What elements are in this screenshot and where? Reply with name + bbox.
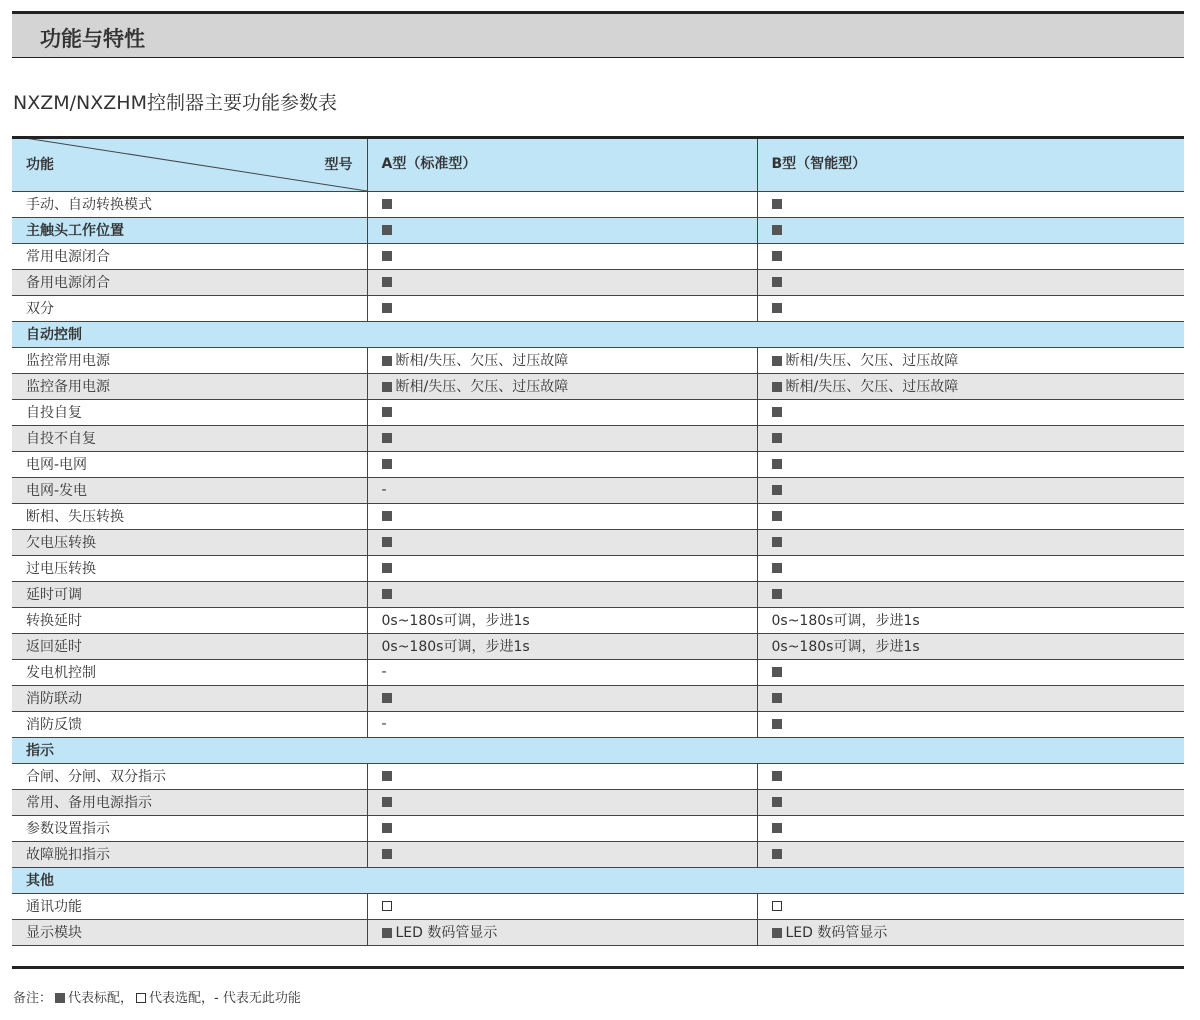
diagonal-header-cell	[12, 136, 367, 191]
row-label: 自投不自复	[12, 425, 367, 451]
cell-model-b	[757, 581, 1184, 607]
standard-mark-icon	[382, 356, 392, 366]
table-row	[12, 503, 1184, 529]
table-row	[12, 633, 1184, 659]
cell-model-b	[757, 399, 1184, 425]
row-label: 返回延时	[12, 633, 367, 659]
cell-model-a	[367, 503, 757, 529]
cell-text: LED 数码管显示	[395, 925, 498, 941]
table-row	[12, 451, 1184, 477]
standard-mark-icon	[772, 485, 782, 495]
row-label: 显示模块	[12, 919, 367, 945]
row-label: 监控常用电源	[12, 347, 367, 373]
column-header-b: B型（智能型）	[757, 136, 1184, 191]
row-label: 消防联动	[12, 685, 367, 711]
row-label: 主触头工作位置	[12, 217, 367, 243]
standard-mark-icon	[382, 693, 392, 703]
cell-model-a	[367, 477, 757, 503]
standard-mark-icon	[772, 823, 782, 833]
cell-model-b	[757, 217, 1184, 243]
cell-model-b	[757, 633, 1184, 659]
cell-model-b	[757, 763, 1184, 789]
cell-model-a	[367, 347, 757, 373]
optional-mark-icon	[382, 901, 392, 911]
standard-mark-icon	[772, 199, 782, 209]
cell-model-a	[367, 685, 757, 711]
standard-mark-icon	[772, 225, 782, 235]
cell-text: 0s~180s可调，步进1s	[381, 639, 530, 655]
row-label: 转换延时	[12, 607, 367, 633]
row-label: 常用电源闭合	[12, 243, 367, 269]
section-title: 功能与特性	[40, 27, 145, 51]
cell-model-a	[367, 295, 757, 321]
table-row	[12, 425, 1184, 451]
cell-model-b	[757, 451, 1184, 477]
cell-model-a	[367, 789, 757, 815]
cell-model-b	[757, 893, 1184, 919]
row-label: 自动控制	[12, 321, 1184, 347]
optional-mark-icon	[136, 993, 146, 1003]
standard-mark-icon	[382, 277, 392, 287]
row-label: 消防反馈	[12, 711, 367, 737]
table-row	[12, 789, 1184, 815]
cell-model-b	[757, 347, 1184, 373]
standard-mark-icon	[382, 459, 392, 469]
cell-model-b	[757, 815, 1184, 841]
cell-model-b	[757, 555, 1184, 581]
cell-text: 0s~180s可调，步进1s	[771, 639, 920, 655]
table-row	[12, 685, 1184, 711]
row-label: 电网-电网	[12, 451, 367, 477]
column-header-a: A型（标准型）	[367, 136, 757, 191]
cell-text: 0s~180s可调，步进1s	[381, 613, 530, 629]
table-row	[12, 529, 1184, 555]
cell-model-a	[367, 217, 757, 243]
table-row	[12, 711, 1184, 737]
cell-model-b	[757, 607, 1184, 633]
table-row	[12, 581, 1184, 607]
footnote-optional: 代表选配，	[149, 991, 215, 1006]
standard-mark-icon	[772, 537, 782, 547]
standard-mark-icon	[772, 563, 782, 573]
model-header-label: 型号	[324, 157, 353, 173]
standard-mark-icon	[772, 797, 782, 807]
standard-mark-icon	[382, 225, 392, 235]
row-label: 监控备用电源	[12, 373, 367, 399]
cell-model-b	[757, 685, 1184, 711]
table-row	[12, 347, 1184, 373]
diagonal-line	[12, 136, 367, 191]
standard-mark-icon	[382, 589, 392, 599]
row-label: 参数设置指示	[12, 815, 367, 841]
cell-text: -	[381, 482, 387, 498]
cell-text: -	[381, 664, 387, 680]
table-row	[12, 815, 1184, 841]
standard-mark-icon	[772, 251, 782, 261]
standard-mark-icon	[382, 199, 392, 209]
cell-model-a	[367, 269, 757, 295]
cell-model-b	[757, 295, 1184, 321]
standard-mark-icon	[772, 693, 782, 703]
table-row	[12, 373, 1184, 399]
row-label: 手动、自动转换模式	[12, 191, 367, 217]
table-row	[12, 269, 1184, 295]
table-row	[12, 555, 1184, 581]
footnote-none: - 代表无此功能	[214, 991, 301, 1006]
table-row	[12, 893, 1184, 919]
cell-text: 断相/失压、欠压、过压故障	[395, 353, 569, 369]
standard-mark-icon	[772, 928, 782, 938]
cell-model-b	[757, 269, 1184, 295]
cell-model-a	[367, 841, 757, 867]
standard-mark-icon	[382, 771, 392, 781]
table-row	[12, 399, 1184, 425]
cell-model-a	[367, 919, 757, 945]
cell-model-a	[367, 399, 757, 425]
table-section-row	[12, 867, 1184, 893]
row-label: 其他	[12, 867, 1184, 893]
standard-mark-icon	[382, 849, 392, 859]
standard-mark-icon	[772, 407, 782, 417]
row-label: 自投自复	[12, 399, 367, 425]
cell-model-a	[367, 633, 757, 659]
table-row	[12, 919, 1184, 945]
cell-model-a	[367, 373, 757, 399]
cell-text: 断相/失压、欠压、过压故障	[785, 353, 959, 369]
standard-mark-icon	[382, 407, 392, 417]
row-label: 发电机控制	[12, 659, 367, 685]
function-header-label: 功能	[26, 157, 54, 173]
standard-mark-icon	[772, 303, 782, 313]
cell-text: -	[381, 716, 387, 732]
cell-model-a	[367, 607, 757, 633]
table-row	[12, 243, 1184, 269]
standard-mark-icon	[772, 771, 782, 781]
standard-mark-icon	[772, 719, 782, 729]
cell-model-b	[757, 919, 1184, 945]
cell-model-a	[367, 711, 757, 737]
standard-mark-icon	[382, 563, 392, 573]
cell-text: 断相/失压、欠压、过压故障	[395, 379, 569, 395]
cell-model-b	[757, 373, 1184, 399]
row-label: 指示	[12, 737, 1184, 763]
cell-model-b	[757, 529, 1184, 555]
row-label: 延时可调	[12, 581, 367, 607]
row-label: 欠电压转换	[12, 529, 367, 555]
table-row	[12, 763, 1184, 789]
cell-model-a	[367, 815, 757, 841]
table-row	[12, 191, 1184, 217]
table-row	[12, 841, 1184, 867]
table-row	[12, 607, 1184, 633]
table-row	[12, 295, 1184, 321]
cell-model-b	[757, 477, 1184, 503]
standard-mark-icon	[382, 537, 392, 547]
row-label: 过电压转换	[12, 555, 367, 581]
cell-model-a	[367, 529, 757, 555]
footnote-prefix: 备注：	[13, 991, 53, 1006]
cell-model-b	[757, 659, 1184, 685]
standard-mark-icon	[382, 303, 392, 313]
row-label: 常用、备用电源指示	[12, 789, 367, 815]
cell-model-a	[367, 243, 757, 269]
row-label: 通讯功能	[12, 893, 367, 919]
row-label: 故障脱扣指示	[12, 841, 367, 867]
row-label: 合闸、分闸、双分指示	[12, 763, 367, 789]
footnote	[13, 987, 301, 1006]
row-label: 电网-发电	[12, 477, 367, 503]
standard-mark-icon	[772, 667, 782, 677]
section-header-bar	[12, 11, 1184, 58]
cell-model-b	[757, 503, 1184, 529]
standard-mark-icon	[55, 993, 65, 1003]
optional-mark-icon	[772, 901, 782, 911]
cell-model-b	[757, 789, 1184, 815]
table-header-row	[12, 136, 1184, 191]
row-label: 断相、失压转换	[12, 503, 367, 529]
cell-model-a	[367, 451, 757, 477]
cell-model-a	[367, 893, 757, 919]
cell-model-a	[367, 763, 757, 789]
cell-model-b	[757, 841, 1184, 867]
standard-mark-icon	[772, 433, 782, 443]
standard-mark-icon	[382, 251, 392, 261]
standard-mark-icon	[382, 433, 392, 443]
cell-model-b	[757, 243, 1184, 269]
feature-table	[12, 136, 1184, 946]
cell-model-b	[757, 711, 1184, 737]
standard-mark-icon	[382, 511, 392, 521]
standard-mark-icon	[772, 849, 782, 859]
standard-mark-icon	[382, 797, 392, 807]
cell-model-a	[367, 659, 757, 685]
standard-mark-icon	[772, 459, 782, 469]
cell-model-a	[367, 555, 757, 581]
standard-mark-icon	[772, 589, 782, 599]
cell-text: 断相/失压、欠压、过压故障	[785, 379, 959, 395]
standard-mark-icon	[772, 382, 782, 392]
table-section-row	[12, 217, 1184, 243]
table-row	[12, 659, 1184, 685]
standard-mark-icon	[382, 823, 392, 833]
table-section-row	[12, 737, 1184, 763]
row-label: 双分	[12, 295, 367, 321]
standard-mark-icon	[382, 928, 392, 938]
standard-mark-icon	[772, 356, 782, 366]
footnote-standard: 代表标配，	[68, 991, 134, 1006]
standard-mark-icon	[382, 382, 392, 392]
cell-text: LED 数码管显示	[785, 925, 888, 941]
table-title: NXZM/NXZHM控制器主要功能参数表	[13, 92, 337, 114]
standard-mark-icon	[772, 277, 782, 287]
cell-model-a	[367, 425, 757, 451]
standard-mark-icon	[772, 511, 782, 521]
cell-model-a	[367, 581, 757, 607]
cell-model-b	[757, 191, 1184, 217]
row-label: 备用电源闭合	[12, 269, 367, 295]
table-section-row	[12, 321, 1184, 347]
cell-text: 0s~180s可调，步进1s	[771, 613, 920, 629]
table-row	[12, 477, 1184, 503]
cell-model-b	[757, 425, 1184, 451]
cell-model-a	[367, 191, 757, 217]
